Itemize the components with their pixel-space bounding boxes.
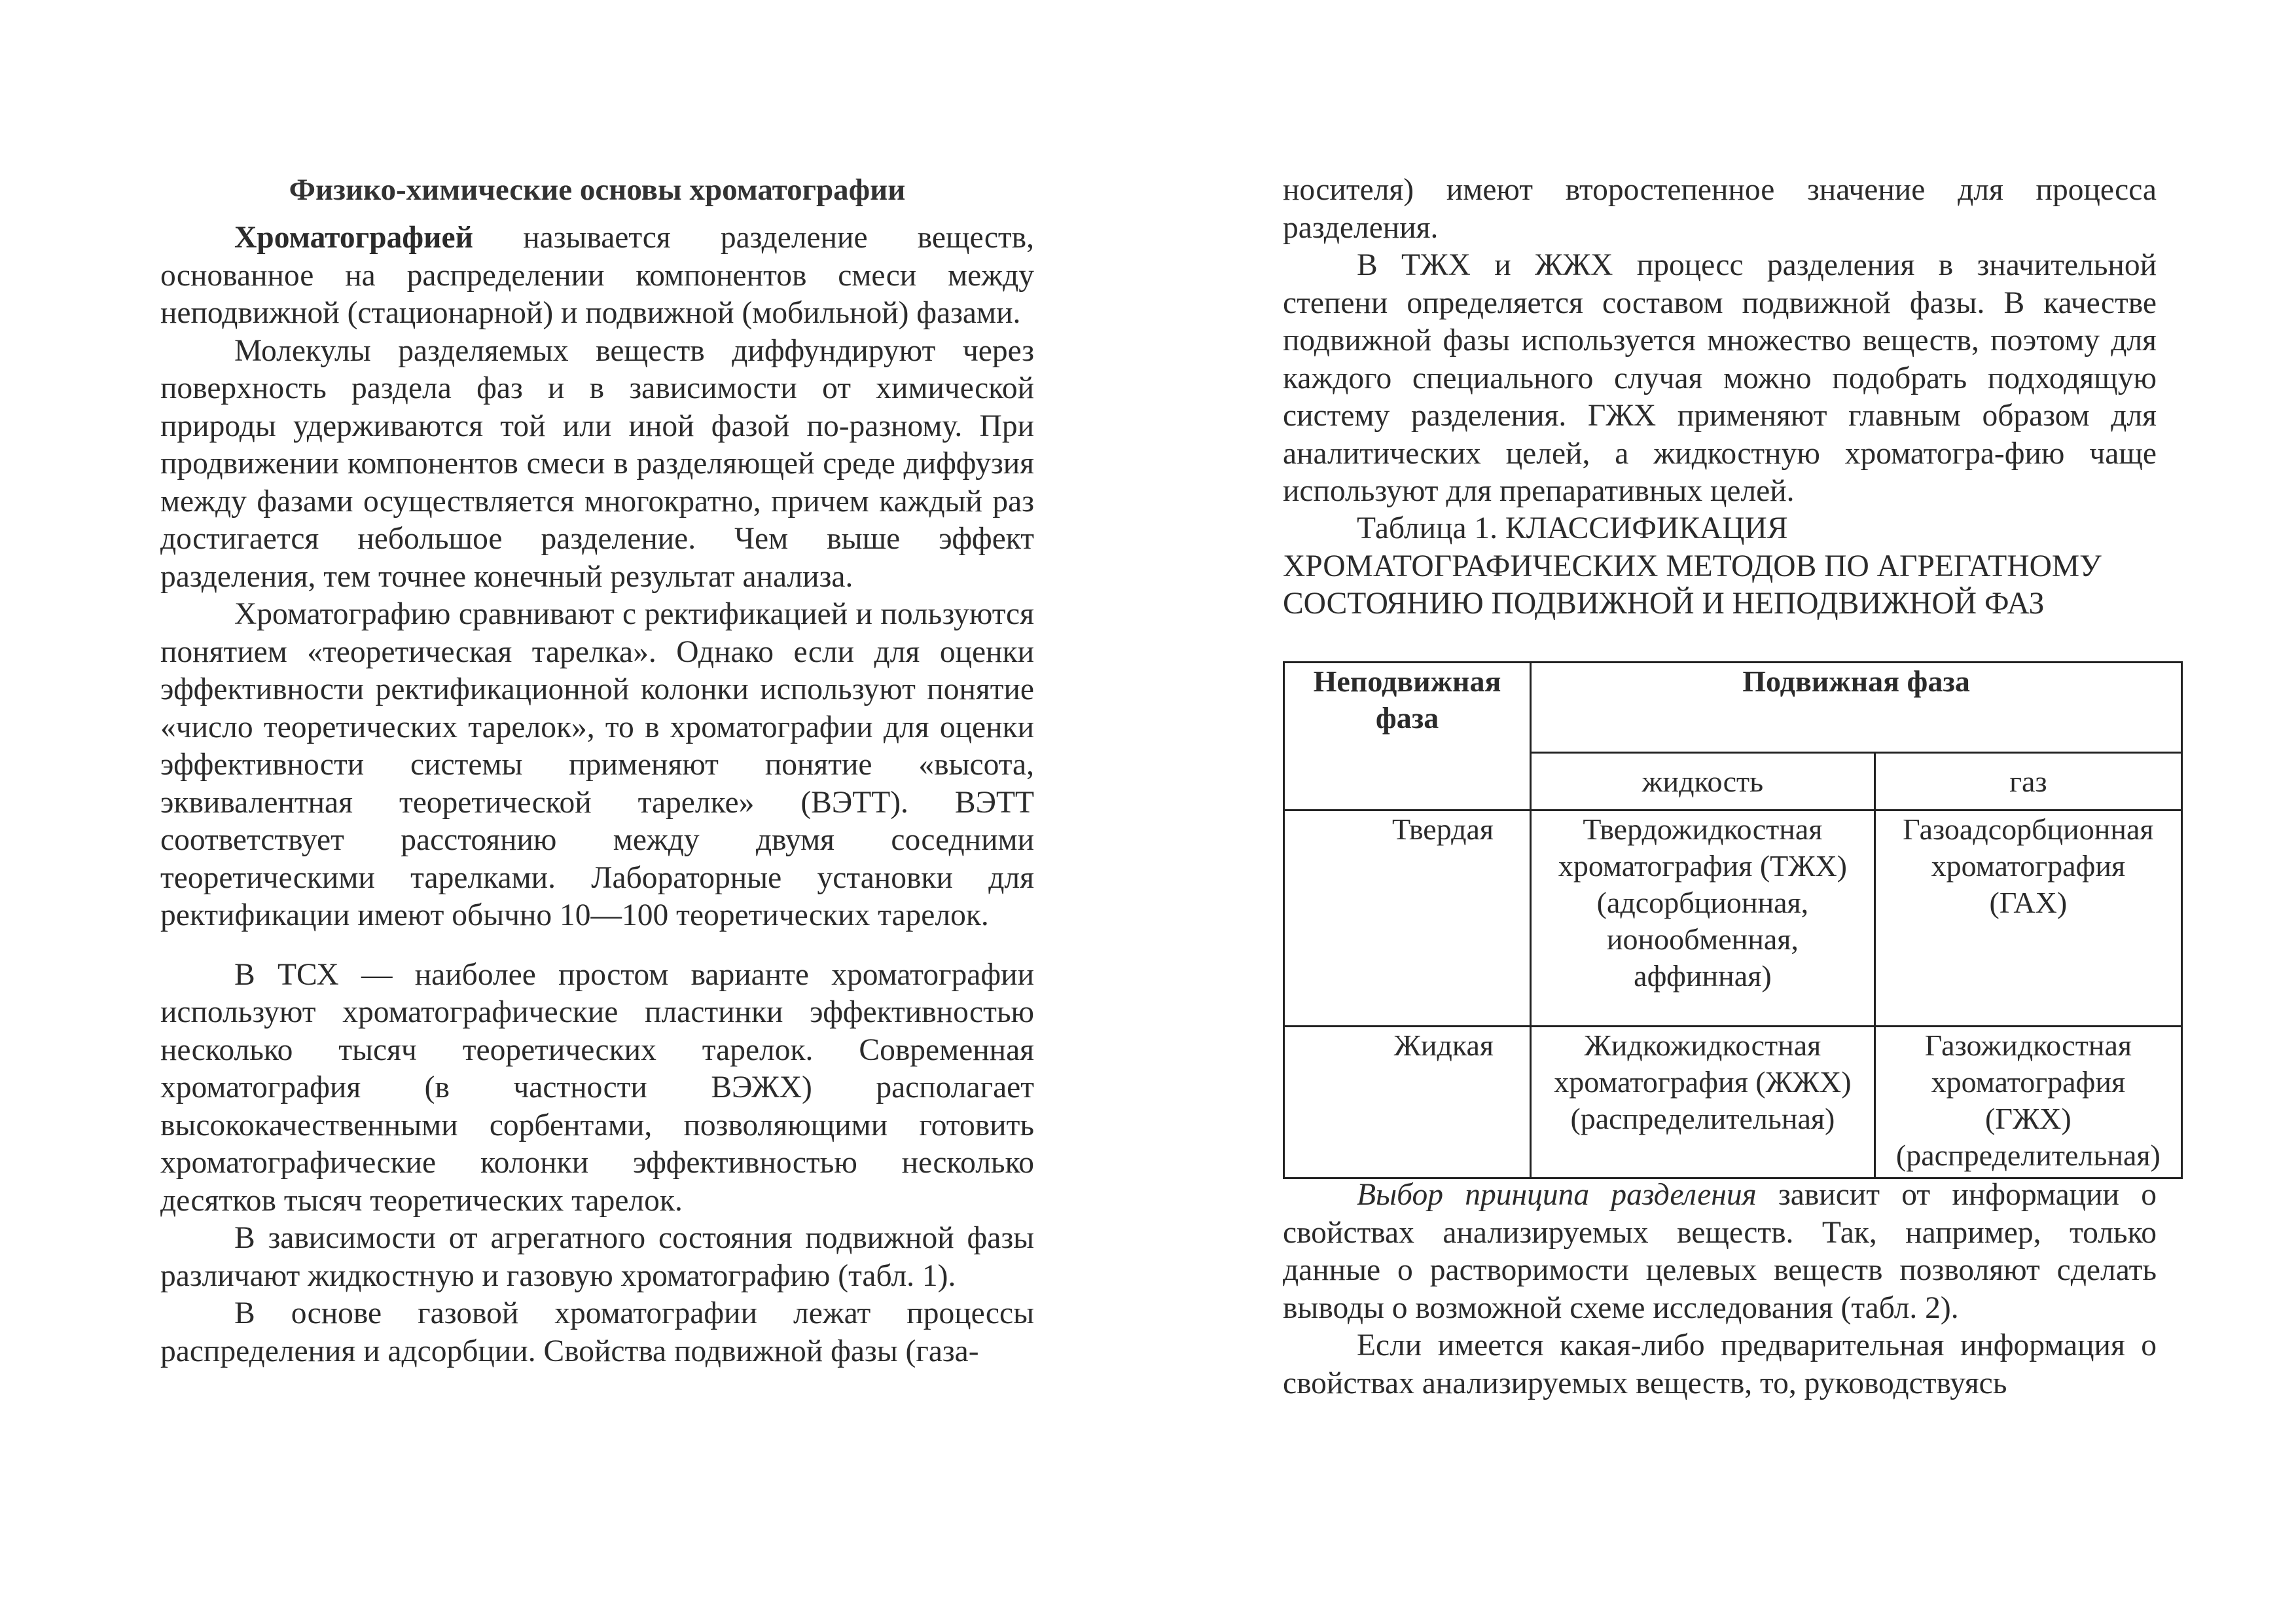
cell-solid-liquid [1531, 811, 1875, 1027]
left-column-text [160, 219, 1034, 1370]
right-page [1283, 0, 2161, 1623]
table-caption [1283, 510, 2157, 623]
left-page [160, 0, 1034, 1623]
cell-liquid-liquid [1531, 1027, 1875, 1178]
paragraph-rectification: Хроматографию сравнивают с ректификацией и пользуются понятием «теоретическая тарелка». Однако если для оценки эффективности ректификационной колонки используют понятие «число теоретических тарелок», то в хроматографии для оценки эффективности системы применяют понятие «высота, эквивалентная теоретической тарелке» (ВЭТТ). ВЭТТ соответствует расстоянию между двумя соседними теоретическими тарелками. Лабораторные установки для ректификации имеют обычно 10—100 теоретических тарелок. [160, 597, 1034, 932]
table-row [1284, 1027, 2182, 1178]
subheader-liquid: жидкость [1531, 753, 1875, 811]
paragraph-carrier: носителя) имеют второстепенное значение для процесса разделения. [1283, 173, 2157, 245]
paragraph-aggregate-state: В зависимости от агрегатного состояния подвижной фазы различают жидкостную и газовую хроматографию (табл. 1). [160, 1221, 1034, 1293]
cell-line: хроматография (ТЖХ) [1558, 849, 1847, 883]
paragraph-definition [160, 219, 1034, 333]
header-stationary-line-1: Неподвижная [1313, 665, 1501, 698]
separation-choice-text: зависит от информации о свойствах анализируемых веществ. Так, например, только данные о растворимости целевых веществ позволяют сделать выводы о возможной схеме исследования (табл. 2). [1283, 1178, 2157, 1325]
table-caption-line-3: СОСТОЯНИЮ ПОДВИЖНОЙ И НЕПОДВИЖНОЙ ФАЗ [1283, 587, 2045, 621]
italic-term: Выбор принципа разделения [1357, 1178, 1757, 1212]
defined-term: Хроматографией [234, 221, 473, 255]
cell-line: (распределительная) [1570, 1102, 1835, 1135]
paragraph-gas-chromatography: В основе газовой хроматографии лежат процессы распределения и адсорбции. Свойства подвижной фазы (газа- [160, 1296, 1034, 1368]
table-caption-line-1: Таблица 1. КЛАССИФИКАЦИЯ [1357, 511, 1788, 545]
cell-line: хроматография [1931, 1065, 2126, 1099]
cell-line: Жидкожидкостная [1584, 1029, 1821, 1062]
cell-liquid-gas [1874, 1027, 2181, 1178]
cell-line: (ГАХ) [1989, 886, 2068, 919]
cell-line: Газожидкостная [1924, 1029, 2132, 1062]
table-header-row [1284, 663, 2182, 753]
cell-line: (ГЖХ) [1985, 1102, 2072, 1135]
paragraph-tlc: В ТСХ — наиболее простом варианте хроматографии используют хроматографические пластинки эффективностью несколько тысяч теоретических тарелок. Современная хроматография (в частности ВЭЖХ) располагает высококачественными сорбентами, позволяющими готовить хроматографические колонки эффективностью несколько десятков тысяч теоретических тарелок. [160, 957, 1034, 1218]
classification-table [1283, 661, 2183, 1179]
cell-line: (распределительная) [1895, 1139, 2161, 1172]
table-row [1284, 811, 2182, 1027]
header-stationary-phase [1284, 663, 1531, 811]
subheader-gas: газ [1874, 753, 2181, 811]
paragraph-molecules: Молекулы разделяемых веществ диффундируют через поверхность раздела фаз и в зависимости от химической природы удерживаются той или иной фазой по-разному. При продвижении компонентов смеси в разделяющей среде диффузия между фазами осуществляется многократно, причем каждый раз достигается небольшое разделение. Чем выше эффект разделения, тем точнее конечный результат анализа. [160, 333, 1034, 594]
definition-text: называется разделение веществ, основанное на распределении компонентов смеси между неподвижной (стационарной) и подвижной (мобильной) фазами. [160, 221, 1034, 330]
table-caption-line-2: ХРОМАТОГРАФИЧЕСКИХ МЕТОДОВ ПО АГРЕГАТНОМУ [1283, 549, 2102, 583]
row-phase-solid: Твердая [1284, 811, 1531, 1027]
paragraph-mobile-phase: В ТЖХ и ЖЖХ процесс разделения в значительной степени определяется составом подвижной фазы. В качестве подвижной фазы используется множество веществ, поэтому для каждого специального случая можно подобрать подходящую систему разделения. ГЖХ применяют главным образом для аналитических целей, а жидкостную хроматогра-фию чаще используют для препаративных целей. [1283, 248, 2157, 508]
right-column-bottom-text [1283, 1176, 2157, 1402]
paragraph-separation-choice [1283, 1176, 2157, 1327]
header-mobile-phase: Подвижная фаза [1531, 663, 2182, 753]
cell-line: хроматография (ЖЖХ) [1554, 1065, 1852, 1099]
row-phase-liquid: Жидкая [1284, 1027, 1531, 1178]
paragraph-preliminary-info: Если имеется какая-либо предварительная информация о свойствах анализируемых веществ, то, руководствуясь [1283, 1328, 2157, 1400]
cell-line: ионообменная, [1606, 922, 1799, 956]
header-stationary-line-2: фаза [1375, 701, 1439, 735]
cell-line: Газоадсорбционная [1903, 812, 2154, 846]
cell-line: хроматография [1931, 849, 2126, 883]
cell-solid-gas [1874, 811, 2181, 1027]
right-column-top-text [1283, 172, 2157, 511]
cell-line: (адсорбционная, [1596, 886, 1809, 919]
page-title: Физико-химические основы хроматографии [289, 173, 906, 207]
cell-line: аффинная) [1634, 959, 1772, 993]
cell-line: Твердожидкостная [1583, 812, 1823, 846]
